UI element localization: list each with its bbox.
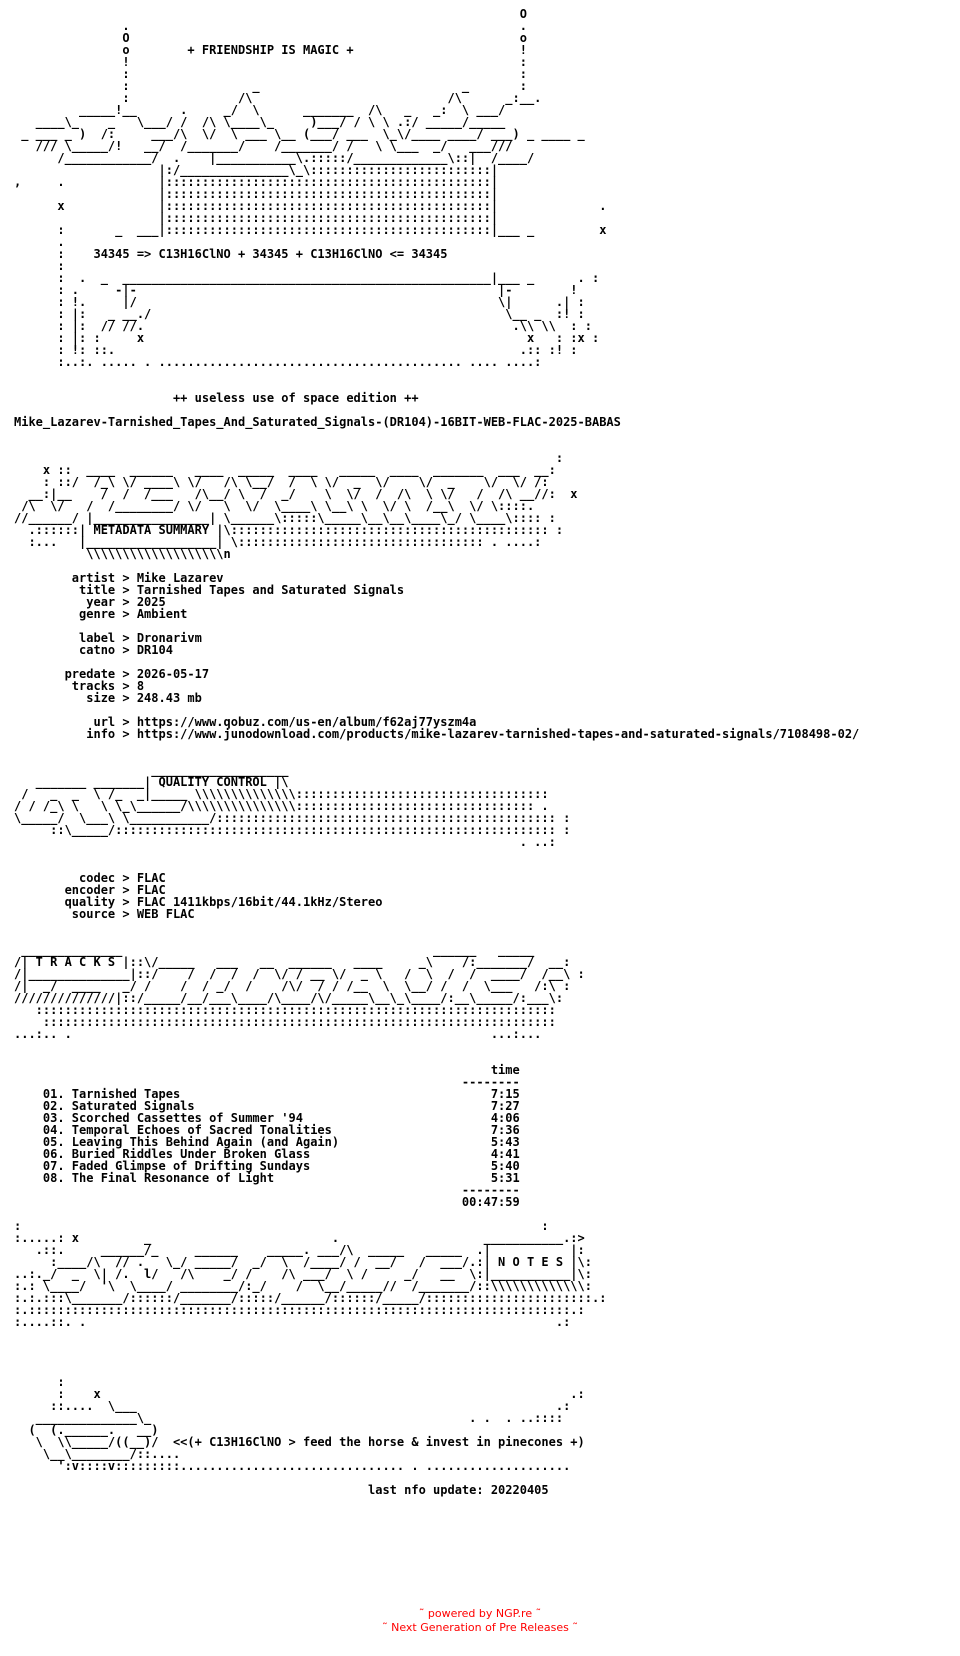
footer: [0, 1607, 960, 1635]
nfo-text: O . . O o o + FRIENDSHIP IS MAGIC + ! ! : : : : _ _ : : /\ /\ _:__. _____!__ . _/ \ _______ /\ _ _: \ ___/ ____\_ _ \___/ / /\ \____\_ )___/ / \ \ .:/ _____/_____ _ ___ _ ) /: ___/\ \/ \ ___ \__ (___/ ___ \_\/____ ____/ ___) _ ____ _ /// \_____/! __/ /_______/ /_______/ / \ \___ _/ ___/// /____________/ . |___________\.:::::/_____________\::| /____/ |:/_______________\_\:::::::::::::::::::::::::| , . |:::::::::::::::::::::::::::::::::::::::::::::| |:::::::::::::::::::::::::::::::::::::::::::::| x |:::::::::::::::::::::::::::::::::::::::::::::| . |:::::::::::::::::::::::::::::::::::::::::::::| : _ ___|:::::::::::::::::::::::::::::::::::::::::::::|___ _ x . : 34345 => C13H16ClNO + 34345 + C13H16ClNO <= 34345 : : . _ ___________________________________________________|___ _ . : : . -|- |- ! : !. |/ \| .| : : |: _ __./ \__ _ :! : : |: // //. .\\ \\ : : : |: : x x : :x : : !: ::. .:: :! : :..:. ..... . .......................................... .... ....: ++ useless use of space edition ++ Mike_Lazarev-Tarnished_Tapes_And_Saturated_Signals-(DR104)-16BIT-WEB-FLAC-2025-BABAS : x :: ____ ______ ____ _____ ____ _____ ____ _______ ___ __: : ::/ /_\ \/ ____\ \/ /\ \__/ / \ \/ _ \/ \/ _ \/ \/ /: __:|__ / / /___ /\__/ \ / _/ \ \/ / /\ \ \/ / /\ __//: x /\ \/ / /________/ \/ \ \/ \____\ \__\ \ \/ \ /__\ \/ \::::. //______/ |________________| \______\:::::\_____\__\__\____\_/ \____\:::: : .::::::| METADATA SUMMARY |\:::::::::::::::::::::::::::::::::::::::::::: : :... |__________________| \:::::::::::::::::::::::::::::::::: . ....: \\\\\\\\\\\\\\\\\\\n artist > Mike Lazarev title > Tarnished Tapes and Saturated Signals year > 2025 genre > Ambient label > Dronarivm catno > DR104 predate > 2026-05-17 tracks > 8 size > 248.43 mb url > https://www.qobuz.com/us-en/album/f62aj77yszm4a info > https://www.junodownload.com/products/mike-lazarev-tarnished-tapes-and-saturated-signals/7108498-02/ ___________________ _______ _______| QUALITY CONTROL |\ / _ _ \ /_ _|_____ \\\\\\\\\\\\\\::::::::::::::::::::::::::::::::::: / / /_\ \ \ \_\______/\\\\\\\\\\\\\\\::::::::::::::::::::::::::::::::: . \_____/ \___\ \___________/::::::::::::::::::::::::::::::::::::::::::::::: : ::\_____/::::::::::::::::::::::::::::::::::::::::::::::::::::::::::::: : . ..: codec > FLAC encoder > FLAC quality > FLAC 1411kbps/16bit/44.1kHz/Stereo source > WEB FLAC ______________ ______ _____ /| T R A C K S |::\/_____ ___ __ ______ ____ _\ /:_______/ __: /|______________|::/ / / / / \/ / __ \/ _ \ / \ / / ____/ /__\ : /| _/ ____ _/ / / / _/ / /\/ / / /__ \ \__/ / / \___ /:\ : //////////////|::/_____/__/___\____/\____/\/_____\__\_\____/:__\_____/:___\: :::::::::::::::::::::::::::::::::::::::::::::::::::::::::::::::::::::::: ::::::::::::::::::::::::::::::::::::::::::::::::::::::::::::::::::::::: ...:.. . ...:... time -------- 01. Tarnished Tapes 7:15 02. Saturated Signals 7:27 03. Scorched Cassettes of Summer '94 4:06 04. Temporal Echoes of Sacred Tonalities 7:36 05. Leaving This Behind Again (and Again) 5:43 06. Buried Riddles Under Broken Glass 4:41 07. Faded Glimpse of Drifting Sundays 5:40 08. The Final Resonance of Light 5:31 -------- 00:47:59 : : :.....: x _ . ___________.:> .::. ______/_ ______ _____. ___/\ _____ _____ .| |: :____/\ // . \_/ _____/ _/ \ /____/ / __/ / ___/.:| N O T E S |\: ..:._/ _ \| /. l/ /\ _/ / /\ ___/ \ / _/ __ \:|___________|\: :.: \____/ '\ \____/ ________/:_/ / \__/_____// /_______/::\\\\\\\\\\\\\: :.:.:::\_______/::::::/_______/:::::/______/::::::/_____/:::::::::::::::::::::::.: :.:::::::::::::::::::::::::::::::::::::::::::::::::::::::::::::::::::::::::::.: :....::. . .: : : x .: ::.... \___ .: ______________\_ . . . ..:::: ( (.______. __) \ \\_____/((__)/ <<(+ C13H16ClNO > feed the horse & invest in pinecones +) \__\________/::.... ':v::::v:::::::::............................... . .................... last nfo update: 20220405: [14, 7, 860, 1497]
footer-powered-by: ˜ powered by NGP.re ˜: [418, 1607, 542, 1620]
footer-tagline: ˜ Next Generation of Pre Releases ˜: [382, 1621, 578, 1634]
